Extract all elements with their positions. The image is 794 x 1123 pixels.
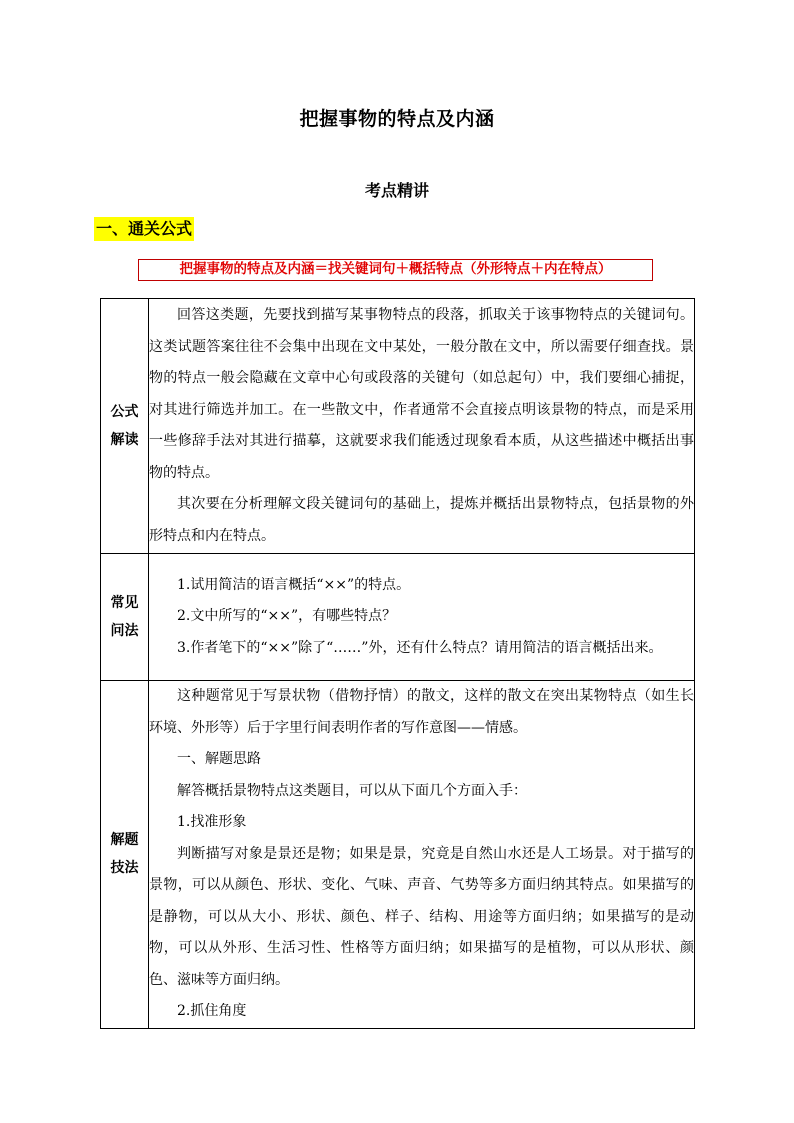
- table-row: [101, 299, 695, 554]
- paragraph: 解答概括景物特点这类题目，可以从下面几个方面入手：: [177, 782, 527, 799]
- table-row: [101, 554, 695, 681]
- row-label-line: 解读: [110, 432, 139, 448]
- paragraph: 这种题常见于写景状物（借物抒情）的散文，这样的散文在突出某物特点（如生长环境、外形等）后于字里行间表明作者的写作意图——情感。: [149, 688, 694, 736]
- row-content: [149, 681, 695, 1029]
- row-content: [149, 554, 695, 681]
- row-label-line: 常见: [110, 595, 139, 611]
- paragraph: 判断描写对象是景还是物；如果是景，究竟是自然山水还是人工场景。对于描写的景物，可以从颜色、形状、变化、气味、声音、气势等多方面归纳其特点。如果描写的是静物，可以从大小、形状、颜色、样子、结构、用途等方面归纳；如果描写的是动物，可以从外形、生活习性、性格等方面归纳；如果描写的是植物，可以从形状、颜色、滋味等方面归纳。: [149, 845, 694, 988]
- row-content: [149, 299, 695, 554]
- page-title: 把握事物的特点及内涵: [299, 108, 495, 130]
- paragraph: 回答这类题，先要找到描写某事物特点的段落，抓取关于该事物特点的关键词句。这类试题答案往往不会集中出现在文中某处，一般分散在文中，所以需要仔细查找。景物的特点一般会隐藏在文章中心句或段落的关键句（如总起句）中，我们要细心捕捉，对其进行筛选并加工。在一些散文中，作者通常不会直接点明该景物的特点，而是采用一些修辞手法对其进行描摹，这就要求我们能透过现象看本质，从这些描述中概括出事物的特点。: [149, 307, 694, 481]
- paragraph: 3.作者笔下的“××”除了“……”外，还有什么特点？请用简洁的语言概括出来。: [177, 639, 663, 656]
- table-row: [101, 681, 695, 1029]
- row-label-line: 解题: [110, 832, 139, 849]
- row-label-line: 公式: [110, 404, 139, 420]
- row-label-line: 技法: [110, 860, 139, 877]
- paragraph: 一、解题思路: [177, 751, 261, 767]
- paragraph: 2.抓住角度: [177, 1003, 247, 1019]
- method-table: [100, 298, 695, 1029]
- page-subtitle: 考点精讲: [364, 181, 429, 200]
- paragraph: 1.试用简洁的语言概括“××”的特点。: [177, 576, 411, 593]
- row-label: [101, 681, 149, 1029]
- paragraph: 1.找准形象: [177, 814, 247, 830]
- paragraph: 其次要在分析理解文段关键词句的基础上，提炼并概括出景物特点，包括景物的外形特点和内在特点。: [149, 496, 694, 544]
- formula-box: 把握事物的特点及内涵＝找关键词句＋概括特点（外形特点＋内在特点）: [138, 259, 653, 281]
- section-heading: 一、通关公式: [94, 217, 194, 241]
- paragraph: 2.文中所写的“××”，有哪些特点？: [177, 608, 397, 625]
- row-label: [101, 299, 149, 554]
- row-label: [101, 554, 149, 681]
- row-label-line: 问法: [110, 623, 139, 639]
